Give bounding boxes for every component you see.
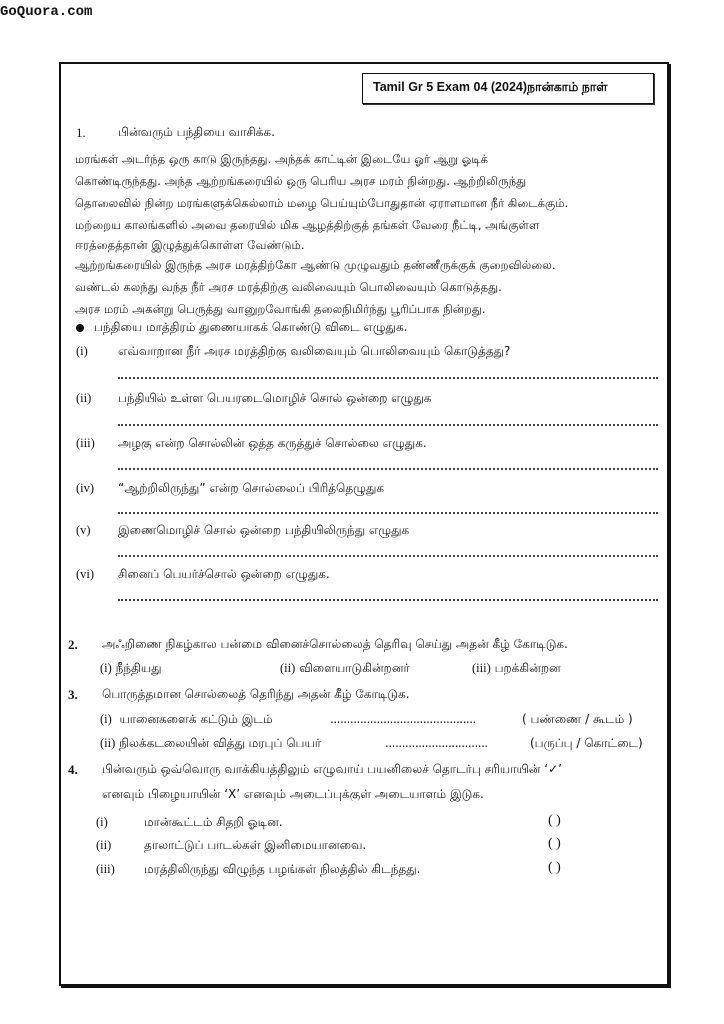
q4-answer-box[interactable]: ( ) xyxy=(548,836,561,851)
q1-number: 1. xyxy=(76,125,86,140)
q4-item-text: மரத்திலிருந்து விழுந்த பழங்கள் நிலத்தில் கிடந்தது. xyxy=(144,862,421,876)
q2-option-text: பறக்கின்றன xyxy=(494,661,561,675)
q4-answer-box[interactable]: ( ) xyxy=(548,813,561,828)
q1-question-text: பந்தியில் உள்ள பெயரடைமொழிச் சொல் ஒன்றை எழுதுக xyxy=(118,391,432,405)
exam-header-box xyxy=(362,73,654,104)
q1-question-label: (iii) xyxy=(76,436,95,450)
q3-item-blank[interactable]: ............................................ xyxy=(330,712,476,726)
passage-line: அரச மரம் அகன்று பெருத்து வானுறவோங்கி தலைநிமிர்ந்து பூரிப்பாக நின்றது. xyxy=(75,302,486,316)
q1-question-text: இணைமொழிச் சொல் ஒன்றை பந்தியிலிருந்து எழுதுக xyxy=(118,523,410,537)
q1-question-label: (ii) xyxy=(76,391,92,405)
q2-text: அஃறிணை நிகழ்கால பன்மை வினைச்சொல்லைத் தெரிவு செய்து அதன் கீழ் கோடிடுக. xyxy=(102,637,568,651)
q1-instruction: பின்வரும் பந்தியை வாசிக்க. xyxy=(118,125,275,139)
q3-item-choices[interactable]: ( பண்ணை / கூடம் ) xyxy=(522,712,633,726)
q4-item-label: (ii) xyxy=(96,838,112,852)
q1-question-text: எவ்வாறான நீர் அரச மரத்திற்கு வலிவையும் பொலிவையும் கொடுத்தது? xyxy=(118,344,511,358)
q3-item-text: நிலக்கடலையின் வித்து மரபுப் பெயர் xyxy=(119,736,322,750)
q3-item-text: யானைகளைக் கட்டும் இடம் xyxy=(119,712,273,726)
q4-line2: எனவும் பிழையாயின் ‘X’ எனவும் அடைப்புக்குள் அடையாளம் இடுக. xyxy=(102,787,484,801)
passage-line: தொலைவில் நின்ற மரங்களுக்கெல்லாம் மழை பெய்யும்போதுதான் ஏராளமான நீர் கிடைக்கும். xyxy=(75,196,569,210)
q2-option[interactable] xyxy=(472,661,561,677)
q3-item-choices[interactable]: (பருப்பு / கொட்டை) xyxy=(530,736,643,750)
q2-option-text: நீந்தியது xyxy=(115,661,162,675)
q1-question-text: “ஆற்றிலிருந்து” என்ற சொல்லைப் பிரித்தெழுதுக xyxy=(118,481,385,495)
q3-text: பொருத்தமான சொல்லைத் தெரிந்து அதன் கீழ் கோடிடுக. xyxy=(102,687,410,701)
q4-item-text: மான்கூட்டம் சிதறி ஓடின. xyxy=(144,815,283,829)
q4-line1: பின்வரும் ஒவ்வொரு வாக்கியத்திலும் எழுவாய் பயனிலைச் தொடர்பு சரியாயின் ‘✓’ xyxy=(102,762,562,776)
q1-question-text: அழகு என்ற சொல்லின் ஒத்த கருத்துச் சொல்லை எழுதுக. xyxy=(118,436,427,450)
q3-number: 3. xyxy=(68,687,78,702)
q4-item-label: (i) xyxy=(96,815,108,829)
answer-line[interactable] xyxy=(118,377,658,379)
q1-question-label: (v) xyxy=(76,523,91,537)
passage-line: ஈரத்தைத்தான் இழுத்துக்கொள்ள வேண்டும். xyxy=(75,238,305,252)
q4-item-label: (iii) xyxy=(96,862,115,876)
q4-item-text: தாலாட்டுப் பாடல்கள் இனிமையானவை. xyxy=(144,838,367,852)
q2-option-label: (i) xyxy=(100,661,112,675)
sub-instruction-text: பந்தியை மாத்திரம் துணையாகக் கொண்டு விடை எழுதுக. xyxy=(94,320,408,334)
passage-line: வண்டல் கலந்து வந்த நீர் அரச மரத்திற்கு வலிவையும் பொலிவையும் கொடுத்தது. xyxy=(75,280,502,294)
q1-question-text: சினைப் பெயர்ச்சொல் ஒன்றை எழுதுக. xyxy=(118,567,330,581)
answer-line[interactable] xyxy=(118,512,658,514)
exam-title: Tamil Gr 5 Exam 04 (2024)நான்காம் நாள் xyxy=(373,80,608,94)
q2-option-text: விளையாடுகின்றனர் xyxy=(299,661,410,675)
bullet-icon xyxy=(76,324,84,332)
q3-item xyxy=(100,736,321,752)
answer-line[interactable] xyxy=(118,555,658,557)
passage-line: ஆற்றங்கரையில் இருந்த அரச மரத்திற்கோ ஆண்டு முழுவதும் தண்ணீருக்குக் குறைவில்லை. xyxy=(75,258,556,272)
q3-item xyxy=(100,712,273,728)
answer-line[interactable] xyxy=(118,424,658,426)
passage-line: மரங்கள் அடர்ந்த ஒரு காடு இருந்தது. அந்தக் காட்டின் இடையே ஓர் ஆறு ஓடிக் xyxy=(75,152,489,166)
q1-question-label: (iv) xyxy=(76,481,95,495)
q3-item-blank[interactable]: ............................... xyxy=(385,736,488,750)
q1-question-label: (vi) xyxy=(76,567,95,581)
q1-sub-instruction xyxy=(76,320,407,336)
q4-number: 4. xyxy=(68,762,78,777)
q3-item-label: (i) xyxy=(100,712,112,726)
answer-line[interactable] xyxy=(118,468,658,470)
q3-item-label: (ii) xyxy=(100,736,116,750)
q2-option[interactable] xyxy=(280,661,410,677)
passage-line: கொண்டிருந்தது. அந்த ஆற்றங்கரையில் ஒரு பெரிய அரச மரம் நின்றது. ஆற்றிலிருந்து xyxy=(75,174,527,188)
watermark: GoQuora.com xyxy=(0,4,93,20)
q4-answer-box[interactable]: ( ) xyxy=(548,860,561,875)
q1-question-label: (i) xyxy=(76,344,88,358)
q1-passage xyxy=(75,148,659,320)
q2-option[interactable] xyxy=(100,661,162,677)
answer-line[interactable] xyxy=(118,599,658,601)
q2-number: 2. xyxy=(68,637,78,652)
q2-option-label: (iii) xyxy=(472,661,491,675)
q2-option-label: (ii) xyxy=(280,661,296,675)
passage-line: மற்றைய காலங்களில் அவை தரையில் மிக ஆழத்திற்குத் தங்கள் வேரை நீட்டி, அங்குள்ள xyxy=(75,218,540,232)
